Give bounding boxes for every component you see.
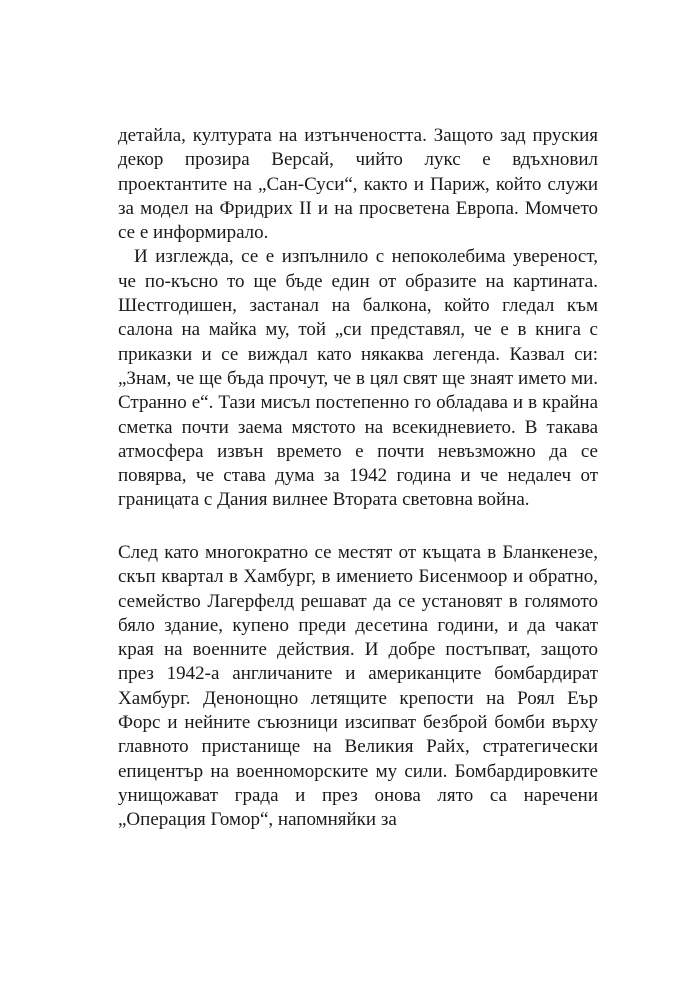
text-block-top bbox=[118, 124, 598, 513]
paragraph-3: След като многократно се местят от къщата в Бланкенезе, скъп квартал в Хамбург, в имението Бисенмоор и обратно, семейство Лагерфелд решават да се установят в голямото бяло здание, купено преди десетина години, и да чакат края на военните действия. И добре постъпват, защото през 1942-а англичаните и американците бомбардират Хамбург. Денонощно летящите крепости на Роял Еър Форс и нейните съюзници изсипват безброй бомби върху главното пристанище на Великия Райх, стратегически епицентър на военноморските му сили. Бомбардировките унищожават града и през онова лято са наречени „Операция Гомор“, напомняйки за bbox=[118, 542, 598, 831]
text-block-bottom bbox=[118, 541, 598, 833]
paragraph-1: детайла, културата на изтънчеността. Защото зад пруския декор прозира Версай, чийто лукс е вдъхновил проектантите на „Сан-Суси“, както и Париж, който служи за модел на Фридрих II и на просветена Европа. Момчето се е информирало. bbox=[118, 125, 598, 244]
paragraph-2: И изглежда, се е изпълнило с непоколебима увереност, че по-късно то ще бъде един от образите на картината. Шестгодишен, застанал на балкона, който гледал към салона на майка му, той „си представял, че е в книга с приказки и се виждал като някаква легенда. Казвал си: „Знам, че ще бъда прочут, че в цял свят ще знаят името ми. Странно е“. Тази мисъл постепенно го обладава и в крайна сметка почти заема мястото на всекидневието. В такава атмосфера извън времето е почти невъзможно да се повярва, че става дума за 1942 година и че недалеч от границата с Дания вилнее Втората световна война. bbox=[118, 246, 598, 511]
